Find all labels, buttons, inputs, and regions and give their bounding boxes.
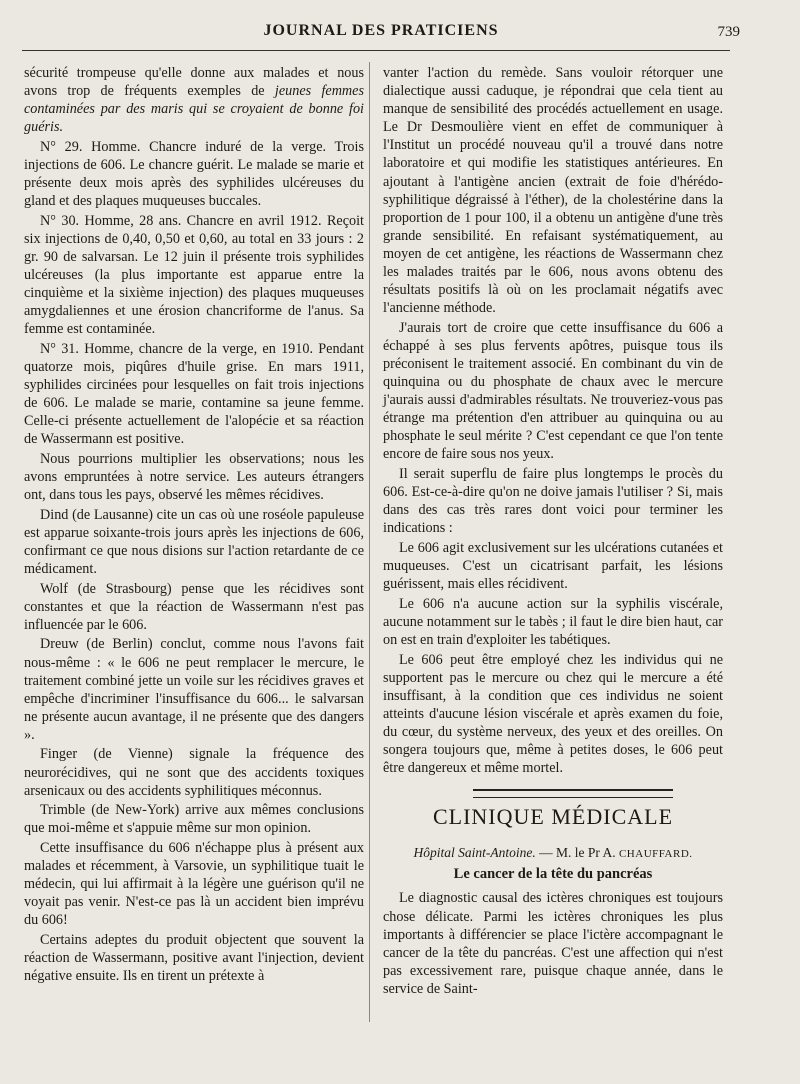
header-rule — [22, 50, 730, 51]
paragraph: Cette insuffisance du 606 n'échappe plus à présent aux malades et récemment, à Varsovie, un syphilitique tuait le médecin, qui lui affirmait à la légère une guérison qu'il ne voyait pas venir. N'est-ce pas là un accident bien imprévu du 606! — [24, 839, 364, 929]
paragraph: J'aurais tort de croire que cette insuffisance du 606 a échappé à ses plus fervents apôtres, puisque tous ils préconisent le traitement associé. En combinant du vin de quinquina ou du phosphate de chaux avec le mercure j'aurais aussi d'admirables résultats. Ne trouveriez-vous pas étrange ma prétention d'en attribuer au quinquina ou au phosphate le seul mérite ? C'est cependant ce que l'on tente encore de faire sous nos yeux. — [383, 319, 723, 463]
byline-separator: — M. le Pr A. — [535, 845, 619, 861]
byline-hospital: Hôpital Saint-Antoine. — [413, 845, 536, 861]
paragraph: Le 606 peut être employé chez les individus qui ne supportent pas le mercure ou chez qui le mercure a été insuffisant, à la condition que ces individus ne soient atteints d'aucune lésion viscérale et après examen du foie, du cœur, du système nerveux, des yeux et des oreilles. On songera toujours que, même à petites doses, le 606 peut être dangereux et même mortel. — [383, 651, 723, 777]
paragraph: Certains adeptes du produit objectent que souvent la réaction de Wassermann, positive avant l'injection, devient négative ensuite. Ils en tirent un prétexte à — [24, 931, 364, 985]
page-number: 739 — [717, 24, 740, 40]
paragraph — [24, 64, 364, 136]
observation-29: N° 29. Homme. Chancre induré de la verge. Trois injections de 606. Le chancre guérit. Le malade se marie et présente deux mois après des syphilides ulcéreuses du gland et des plaques muqueuses buccales. — [24, 138, 364, 210]
observation-30: N° 30. Homme, 28 ans. Chancre en avril 1912. Reçoit six injections de 0,40, 0,50 et 0,60, au total en 33 jours : 2 gr. 90 de salvarsan. Le 12 juin il présente trois syphilides ulcéreuses (la plus importante est apparue entre la cinquième et la sixième injection) des plaques muqueuses amygdaliennes et une érosion chancriforme de l'anus. Sa femme est contaminée. — [24, 212, 364, 338]
italic-text: jeunes femmes contaminées par des maris qui se croyaient de bonne foi guéris. — [24, 83, 364, 136]
paragraph: Trimble (de New-York) arrive aux mêmes conclusions que moi-même et s'appuie même sur mon opinion. — [24, 802, 364, 837]
paragraph: Il serait superflu de faire plus longtemps le procès du 606. Est-ce-à-dire qu'on ne doive jamais l'utiliser ? Si, mais dans des cas très rares dont voici pour terminer les indications : — [383, 466, 723, 537]
section-title: CLINIQUE MÉDICALE — [432, 804, 674, 830]
paragraph: Le 606 agit exclusivement sur les ulcérations cutanées et muqueuses. C'est un cicatrisant parfait, les lésions guérissent, mais elles récidivent. — [383, 539, 723, 593]
paragraph-text: sécurité trompeuse qu'elle donne aux malades et nous avons trop de fréquents exemples de — [24, 65, 364, 100]
column-divider — [369, 62, 370, 1022]
paragraph: Nous pourrions multiplier les observations; nous les avons empruntées à notre service. Les auteurs étrangers ont, dans tous les pays, observé les mêmes récidives. — [24, 450, 364, 504]
observation-31: N° 31. Homme, chancre de la verge, en 1910. Pendant quatorze mois, piqûres d'huile grise. En mars 1911, syphilides circinées pour lesquelles on fait trois injections de 606. Le malade se marie, contamine sa jeune femme. Celle-ci présente actuellement de l'alopécie et sa réaction de Wassermann est positive. — [24, 340, 364, 448]
running-title: JOURNAL DES PRATICIENS — [263, 22, 499, 39]
page-header — [22, 22, 740, 50]
paragraph: Dreuw (de Berlin) conclut, comme nous l'avons fait nous-même : « le 606 ne peut remplacer le mercure, le traitement combiné jette un voile sur les récidives graves et empêche d'incriminer l'insuffisance du 606... le salvarsan ne présente aucun avantage, il ne présente que des dangers ». — [24, 636, 364, 743]
paragraph: Finger (de Vienne) signale la fréquence des neurorécidives, qui ne sont que des accidents toxiques arsenicaux ou des accidents syphilitiques méconnus. — [24, 746, 364, 799]
paragraph: vanter l'action du remède. Sans vouloir rétorquer une dialectique aussi caduque, je répondrai que cela tient au manque de sensibilité des procédés actuellement en usage. Le Dr Desmoulière vient en effet de communiquer à l'Institut un procédé nouveau qu'il a trouvé dans notre laboratoire et qui modifie les statistiques antérieures. En ajoutant à l'antigène ancien (extrait de foie d'hérédo-syphilitique dégraissé à l'éther), de la cholestérine dans la proportion de 1 pour 100, il a obtenu un antigène d'une très grande sensibilité. En refaisant systématiquement, au moyen de cet antigène, les réactions de Wassermann chez les malades traités par le 606, nous avons obtenu des résultats positifs là où on les proclamait négatifs avec l'ancienne méthode. — [383, 65, 723, 317]
article-byline — [383, 844, 723, 863]
paragraph: Dind (de Lausanne) cite un cas où une roséole papuleuse est apparue soixante-trois jours après les injections de 606, confirmant ce que nous disions sur l'action retardante de ce médicament. — [24, 506, 364, 578]
left-column — [24, 64, 364, 987]
right-column — [383, 64, 723, 1000]
section-rule — [473, 789, 673, 798]
paragraph: Le diagnostic causal des ictères chroniques est toujours chose délicate. Parmi les ictères chroniques les plus importants à différencier se place l'ictère accompagnant le cancer de la tête du pancréas. C'est une affection qui n'est pas excessivement rare, puisque chaque année, dans le service de Saint- — [383, 890, 723, 997]
paragraph: Le 606 n'a aucune action sur la syphilis viscérale, aucune notamment sur le tabès ; il faut le dire bien haut, car on est en train d'exploiter les tabétiques. — [383, 595, 723, 648]
article-title: Le cancer de la tête du pancréas — [453, 866, 653, 883]
paragraph: Wolf (de Strasbourg) pense que les récidives sont constantes et que la réaction de Wassermann n'est pas influencée par le 606. — [24, 580, 364, 633]
byline-author: CHAUFFARD. — [618, 848, 693, 861]
